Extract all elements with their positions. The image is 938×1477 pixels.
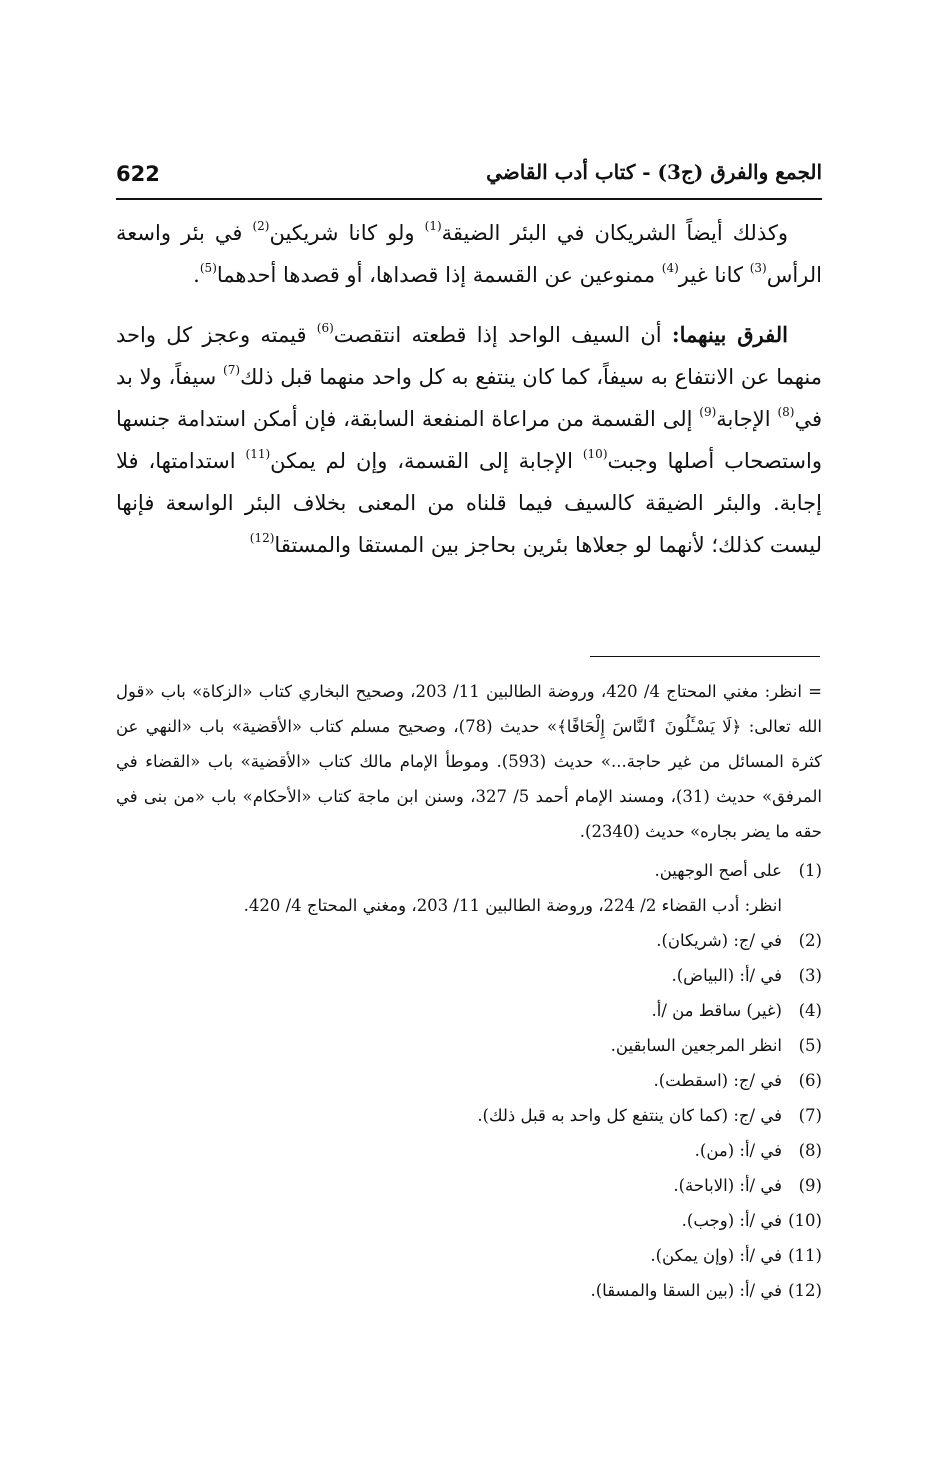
footnote-number: (3): [798, 966, 822, 985]
text-segment: الإجابة: [716, 407, 778, 431]
footnote-number: (8): [798, 1141, 822, 1160]
footnote-body: [116, 1063, 782, 1098]
footnote-ref-11: (11): [245, 447, 271, 461]
footnote-item: [116, 1168, 822, 1203]
footnote-item: [116, 1238, 822, 1273]
footnote-item: [116, 1133, 822, 1168]
footnote-item: [116, 1098, 822, 1133]
text-segment: استدامتها، فلا إجابة. والبئر الضيقة كالسيف فيما قلناه من المعنى بخلاف البئر الواسعة فإنها ليست كذلك؛ لأنهما لو جعلاها بئرين بحاجز بين المستقا والمستقا: [116, 449, 822, 557]
footnote-text: في /أ: (من).: [694, 1141, 782, 1160]
text-segment: كانا غير: [678, 263, 750, 287]
footnote-ref-6: (6): [316, 321, 334, 335]
text-segment: .: [193, 263, 200, 287]
footnote-text: في /أ: (الاباحة).: [673, 1176, 782, 1195]
footnote-text: على أصح الوجهين.: [654, 861, 782, 880]
footnote-body: [116, 1273, 782, 1308]
footnote-number: (9): [798, 1176, 822, 1195]
footnote-ref-12: (12): [249, 531, 275, 545]
paragraph-1: [116, 212, 822, 296]
footnote-body: [116, 1238, 782, 1273]
footnote-item: [116, 1203, 822, 1238]
footnote-text: في /ج: (اسقطت).: [653, 1071, 782, 1090]
footnote-item: [116, 1028, 822, 1063]
footnote-body: [116, 1133, 782, 1168]
text-segment: ولو كانا شريكين: [269, 221, 425, 245]
footnote-item: [116, 1063, 822, 1098]
main-text: [116, 212, 822, 566]
footnote-ref-1: (1): [424, 219, 442, 233]
footnote-list: [116, 853, 822, 1308]
footnotes: [116, 674, 822, 1308]
footnote-number: (12): [788, 1281, 822, 1300]
text-segment: ممنوعين عن القسمة إذا قصداها، أو قصدها أحدهما: [216, 263, 662, 287]
footnote-item: [116, 958, 822, 993]
header-title: الجمع والفرق (ج3) - كتاب أدب القاضي: [486, 160, 822, 184]
footnote-ref-2: (2): [252, 219, 270, 233]
text-segment: وكذلك أيضاً الشريكان في البئر الضيقة: [441, 221, 788, 245]
footnote-body: [116, 993, 782, 1028]
footnote-ref-4: (4): [661, 261, 679, 275]
footnote-ref-10: (10): [582, 447, 608, 461]
text-segment: سيفاً، ولا بد في: [116, 365, 822, 431]
footnote-ref-8: (8): [777, 405, 795, 419]
footnote-body: [116, 923, 782, 958]
text-segment: أن السيف الواحد إذا قطعته انتقصت: [333, 323, 672, 347]
footnote-number: (6): [798, 1071, 822, 1090]
footnote-body: [116, 958, 782, 993]
footnote-text: في /أ: (وإن يمكن).: [650, 1246, 782, 1265]
footnote-number: (11): [788, 1246, 822, 1265]
footnote-body: [116, 1098, 782, 1133]
footnote-text: في /أ: (وجب).: [681, 1211, 782, 1230]
footnote-separator: [590, 656, 820, 657]
footnote-number: (1): [798, 861, 822, 880]
footnote-number: (10): [788, 1211, 822, 1230]
text-segment: في بئر واسعة الرأس: [116, 221, 822, 287]
footnote-number: (5): [798, 1036, 822, 1055]
text-segment: الإجابة إلى القسمة، وإن لم يمكن: [270, 449, 583, 473]
footnote-body: [116, 853, 782, 923]
text-segment: إلى القسمة من مراعاة المنفعة السابقة، فإن أمكن استدامة جنسها واستصحاب أصلها وجبت: [116, 407, 822, 473]
footnote-text: انظر المرجعين السابقين.: [610, 1036, 782, 1055]
footnote-number: (2): [798, 931, 822, 950]
footnote-item: [116, 853, 822, 923]
footnote-item: [116, 923, 822, 958]
page-number: 622: [116, 162, 160, 186]
footnote-body: [116, 1203, 782, 1238]
footnote-extra-text: انظر: أدب القضاء 2/ 224، وروضة الطالبين 11/ 203، ومغني المحتاج 4/ 420.: [243, 896, 782, 915]
footnote-text: (غير) ساقط من /أ.: [651, 1001, 782, 1020]
footnote-ref-3: (3): [749, 261, 767, 275]
running-header: [116, 160, 822, 200]
footnote-ref-7: (7): [223, 363, 241, 377]
paragraph-2: [116, 314, 822, 566]
footnote-text: في /ج: (شريكان).: [656, 931, 782, 950]
footnote-ref-5: (5): [199, 261, 217, 275]
footnote-number: (7): [798, 1106, 822, 1125]
footnote-number: (4): [798, 1001, 822, 1020]
footnote-continuation: = انظر: مغني المحتاج 4/ 420، وروضة الطالبين 11/ 203، وصحيح البخاري كتاب «الزكاة» باب «قول الله تعالى: ﴿لَا يَسْـَٔلُونَ ٱلنَّاسَ إِلْحَافًا﴾» حديث (78)، وصحيح مسلم كتاب «الأقضية» باب «النهي عن كثرة المسائل من غير حاجة...» حديث (593). وموطأ الإمام مالك كتاب «الأقضية» باب «القضاء في المرفق» حديث (31)، ومسند الإمام أحمد 5/ 327، وسنن ابن ماجة كتاب «الأحكام» باب «من بنى في حقه ما يضر بجاره» حديث (2340).: [116, 682, 823, 841]
footnote-body: [116, 1028, 782, 1063]
text-segment: قيمته وعجز كل واحد منهما عن الانتفاع به سيفاً، كما كان ينتفع به كل واحد منهما قبل ذلك: [116, 323, 823, 389]
footnote-body: [116, 1168, 782, 1203]
footnote-item: [116, 993, 822, 1028]
footnote-text: في /أ: (البياض).: [671, 966, 782, 985]
paragraph-lead: الفرق بينهما:: [671, 322, 788, 347]
footnote-item: [116, 1273, 822, 1308]
footnote-text: في /ج: (كما كان ينتفع كل واحد به قبل ذلك).: [477, 1106, 782, 1125]
footnote-ref-9: (9): [699, 405, 717, 419]
footnote-text: في /أ: (بين السقا والمسقا).: [590, 1281, 782, 1300]
